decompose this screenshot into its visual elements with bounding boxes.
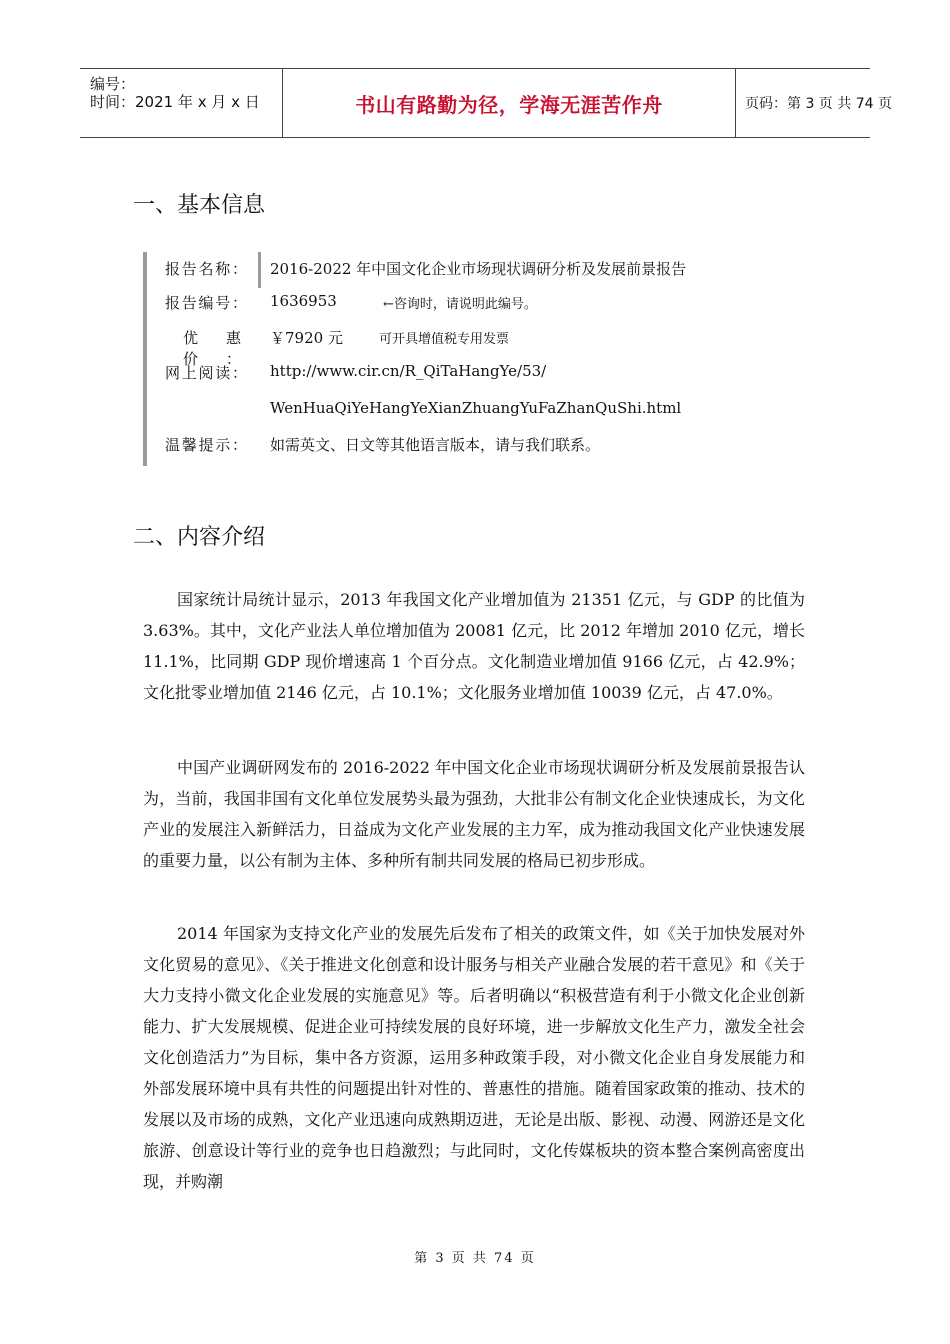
header-slogan-cell: [282, 69, 736, 137]
paragraph: 中国产业调研网发布的 2016-2022 年中国文化企业市场现状调研分析及发展前景报告认为，当前，我国非国有文化单位发展势头最为强劲，大批非公有制文化企业快速成长，为文化产业的发展注入新鲜活力，日益成为文化产业发展的主力军，成为推动我国文化产业快速发展的重要力量，以公有制为主体、多种所有制共同发展的格局已初步形成。: [143, 758, 805, 870]
info-value-bar: [258, 252, 261, 288]
basic-info-block: [143, 252, 823, 466]
report-name-value: 2016-2022 年中国文化企业市场现状调研分析及发展前景报告: [270, 260, 687, 278]
header-page-info: 页码：第 3 页 共 74 页: [745, 96, 892, 112]
header-slogan: 书山有路勤为径，学海无涯苦作舟: [355, 92, 663, 117]
report-number-note: ←咨询时，请说明此编号。: [383, 297, 537, 312]
document-date: 时间：2021 年 x 月 x 日: [90, 93, 260, 111]
document-number-label: 编号：: [90, 75, 136, 93]
paragraph: 2014 年国家为支持文化产业的发展先后发布了相关的政策文件，如《关于加快发展对外文化贸易的意见》、《关于推进文化创意和设计服务与相关产业融合发展的若干意见》和《关于大力支持小微文化企业发展的实施意见》等。后者明确以“积极营造有利于小微文化企业创新能力、扩大发展规模、促进企业可持续发展的良好环境，进一步解放文化生产力，激发全社会文化创造活力”为目标，集中各方资源，运用多种政策手段，对小微文化企业自身发展能力和外部发展环境中具有共性的问题提出针对性的、普惠性的措施。随着国家政策的推动、技术的发展以及市场的成熟，文化产业迅速向成熟期迈进，无论是出版、影视、动漫、网游还是文化旅游、创意设计等行业的竞争也日趋激烈；与此同时，文化传媒板块的资本整合案例高密度出现，并购潮: [143, 924, 805, 1191]
header-page-cell: [735, 69, 892, 137]
info-label: 网上阅读：: [165, 364, 247, 382]
tip-value: 如需英文、日文等其他语言版本，请与我们联系。: [270, 436, 601, 454]
online-url-line1[interactable]: http://www.cir.cn/R_QiTaHangYe/53/: [270, 362, 547, 380]
invoice-note: 可开具增值税专用发票: [379, 332, 510, 347]
paragraph: 国家统计局统计显示，2013 年我国文化产业增加值为 21351 亿元，与 GDP 的比值为 3.63%。其中，文化产业法人单位增加值为 20081 亿元，比 2012 年增加 2010 亿元，增长 11.1%，比同期 GDP 现价增速高 1 个百分点。文化制造业增加值 9166 亿元，占 42.9%；文化批零业增加值 2146 亿元，占 10.1%；文化服务业增加值 10039 亿元，占 47.0%。: [143, 590, 805, 702]
report-number-value: 1636953: [270, 292, 337, 310]
info-label: 温馨提示：: [165, 436, 247, 454]
page-footer: 第 3 页 共 74 页: [414, 1251, 536, 1266]
page-header: [80, 68, 892, 138]
header-meta: [80, 69, 282, 137]
info-label: 报告编号：: [165, 294, 247, 312]
price-value: ￥7920 元: [270, 329, 343, 347]
info-label: 报告名称：: [165, 260, 247, 278]
info-left-bar: [143, 252, 147, 466]
info-label: 优惠价：: [183, 329, 241, 368]
section-title-content-intro: 二、内容介绍: [133, 525, 266, 550]
online-url-line2[interactable]: WenHuaQiYeHangYeXianZhuangYuFaZhanQuShi.html: [270, 399, 682, 417]
section-title-basic-info: 一、基本信息: [133, 193, 266, 218]
